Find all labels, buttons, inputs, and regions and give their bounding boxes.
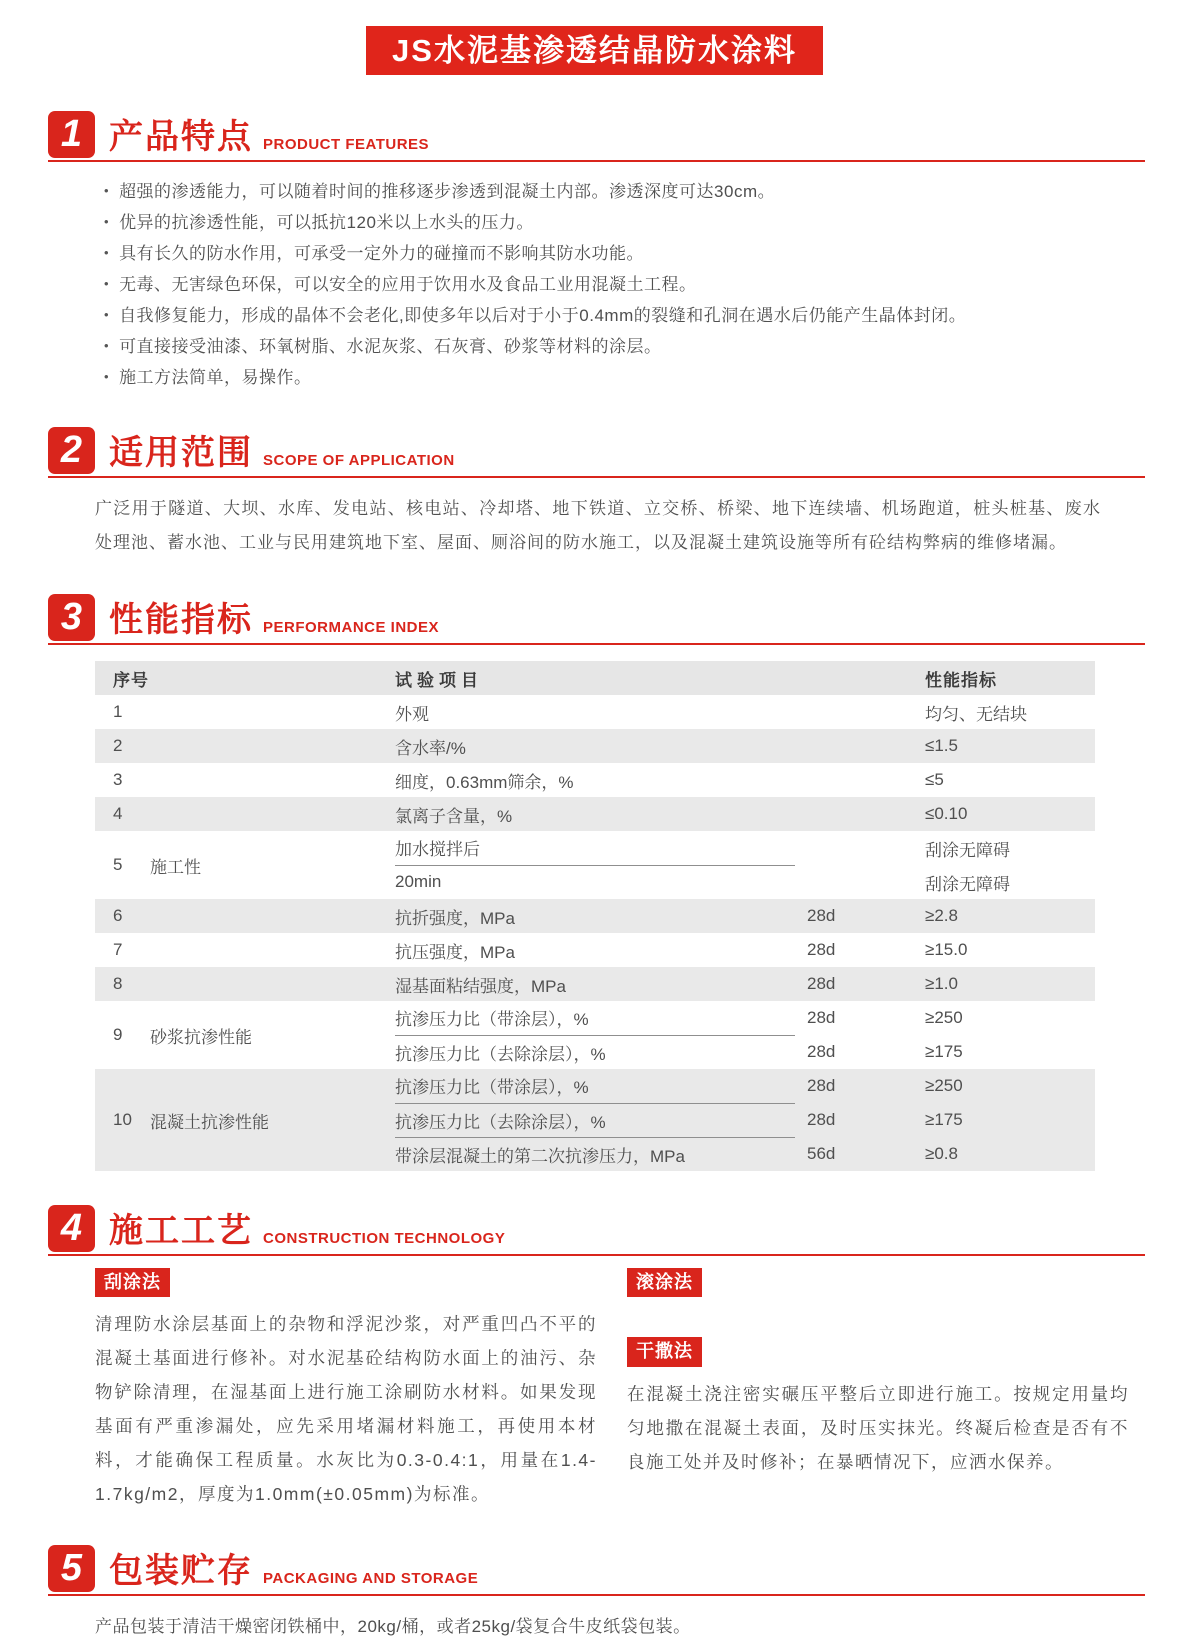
cell-index-value: ≥250 (915, 1069, 1095, 1103)
cell-index-value: ≥15.0 (925, 940, 968, 960)
table-row (95, 831, 1095, 865)
cell-category (150, 933, 395, 967)
cell-curing-age: 28d (795, 967, 915, 1001)
cell-row-number: 4 (95, 797, 150, 831)
section-title: 施工工艺 (109, 1211, 253, 1250)
cell-row-number: 7 (113, 940, 123, 960)
table-row (95, 763, 1095, 797)
cell-test-item: 含水率/% (395, 729, 795, 763)
packaging-paragraph: 产品包装于清洁干燥密闭铁桶中，20kg/桶，或者25kg/袋复合牛皮纸袋包装。 (95, 1617, 691, 1637)
cell-row-number: 9 (113, 1025, 123, 1045)
table-header-row (95, 661, 1095, 695)
cell-index-value: ≥2.8 (915, 899, 1095, 933)
cell-index-value: ≤1.5 (915, 729, 1095, 763)
cell-curing-age: 28d (795, 1069, 915, 1103)
cell-curing-age: 28d (795, 899, 915, 933)
table-row (95, 967, 1095, 1001)
section-subtitle: PRODUCT FEATURES (263, 136, 430, 154)
cell-curing-age: 28d (795, 1103, 915, 1137)
cell-index-value: ≥0.8 (915, 1137, 1095, 1171)
cell-category (150, 695, 395, 729)
section-subtitle: PERFORMANCE INDEX (263, 619, 440, 637)
cell-category (150, 967, 395, 1001)
section-subtitle: PACKAGING AND STORAGE (263, 1570, 479, 1588)
feature-item: • 优异的抗渗透性能，可以抵抗120米以上水头的压力。 (104, 207, 1129, 238)
cell-test-item: 抗压强度，MPa (395, 942, 515, 962)
cell-test-item: 抗渗压力比（带涂层），% (395, 1001, 795, 1035)
section-title: 性能指标 (109, 600, 253, 639)
cell-index-value: ≥1.0 (915, 967, 1095, 1001)
cell-index-value: ≥175 (925, 1042, 963, 1062)
page-title: JS水泥基渗透结晶防水涂料 (366, 26, 823, 75)
table-row (95, 933, 1095, 967)
feature-item: • 超强的渗透能力，可以随着时间的推移逐步渗透到混凝土内部。渗透深度可达30cm。 (104, 176, 1129, 207)
section-title: 包装贮存 (109, 1551, 253, 1590)
column-header-index: 性能指标 (915, 661, 1095, 695)
cell-test-item: 细度，0.63mm筛余，% (395, 772, 574, 792)
feature-item: • 可直接接受油漆、环氧树脂、水泥灰浆、石灰膏、砂浆等材料的涂层。 (104, 331, 1129, 362)
table-row (95, 899, 1095, 933)
column-header-item: 试验项目 (395, 661, 915, 695)
scope-paragraph: 广泛用于隧道、大坝、水库、发电站、核电站、冷却塔、地下铁道、立交桥、桥梁、地下连续墙、机场跑道，桩头桩基、废水处理池、蓄水池、工业与民用建筑地下室、屋面、厕浴间的防水施工，以及混凝土建筑设施等所有砼结构弊病的维修堵漏。 (95, 499, 1101, 553)
feature-item: • 无毒、无害绿色环保，可以安全的应用于饮用水及食品工业用混凝土工程。 (104, 269, 1129, 300)
feature-item: • 施工方法简单，易操作。 (104, 362, 1129, 393)
feature-list (104, 176, 1129, 393)
section-header-packaging (48, 1545, 1145, 1596)
cell-curing-age (795, 729, 915, 763)
section-header-performance (48, 594, 1145, 645)
construction-methods (95, 1268, 1129, 1511)
cell-index-value: ≥175 (915, 1103, 1095, 1137)
section-number: 3 (48, 594, 95, 641)
cell-index-value: 均匀、无结块 (925, 704, 1027, 724)
cell-row-number: 3 (113, 770, 123, 790)
section-number: 1 (48, 111, 95, 158)
table-row (95, 1069, 1095, 1103)
cell-test-item: 20min (395, 872, 442, 892)
cell-curing-age: 56d (795, 1137, 915, 1171)
method-text-dry-sprinkle: 在混凝土浇注密实碾压平整后立即进行施工。按规定用量均匀地撒在混凝土表面，及时压实抹光。终凝后检查是否有不良施工处并及时修补；在暴晒情况下，应洒水保养。 (627, 1383, 1129, 1472)
cell-category: 砂浆抗渗性能 (150, 1027, 252, 1047)
method-column-right (627, 1268, 1129, 1511)
cell-index-value: ≥250 (925, 1008, 963, 1028)
table-row (95, 1001, 1095, 1035)
cell-curing-age: 28d (807, 940, 836, 960)
cell-test-item: 抗折强度，MPa (395, 899, 795, 933)
cell-row-number: 8 (95, 967, 150, 1001)
cell-category (150, 763, 395, 797)
cell-curing-age: 28d (807, 1042, 836, 1062)
cell-curing-age (795, 695, 915, 729)
section-subtitle: CONSTRUCTION TECHNOLOGY (263, 1230, 506, 1248)
section-subtitle: SCOPE OF APPLICATION (263, 452, 455, 470)
table-row (95, 797, 1095, 831)
cell-test-item: 抗渗压力比（去除涂层），% (395, 1044, 606, 1064)
method-badge-roll: 滚涂法 (627, 1268, 702, 1297)
method-gap (627, 1297, 1129, 1337)
cell-row-number: 2 (95, 729, 150, 763)
section-number: 5 (48, 1545, 95, 1592)
performance-table (95, 661, 1095, 1171)
method-text-scrape: 清理防水涂层基面上的杂物和浮泥沙浆，对严重凹凸不平的混凝土基面进行修补。对水泥基砼结构防水面上的油污、杂物铲除清理，在湿基面上进行施工涂刷防水材料。如果发现基面有严重渗漏处，应先采用堵漏材料施工，再使用本材料，才能确保工程质量。水灰比为0.3-0.4:1，用量在1.4-1.7kg/m2，厚度为1.0mm(±0.05mm)为标准。 (95, 1314, 597, 1505)
section-header-product-features (48, 111, 1145, 162)
feature-item: • 具有长久的防水作用，可承受一定外力的碰撞而不影响其防水功能。 (104, 238, 1129, 269)
section-title: 产品特点 (109, 117, 253, 156)
cell-category: 混凝土抗渗性能 (150, 1069, 395, 1171)
table-row (95, 729, 1095, 763)
performance-table-body (95, 695, 1095, 1171)
cell-category (150, 729, 395, 763)
cell-curing-age (795, 797, 915, 831)
section-header-construction (48, 1205, 1145, 1256)
cell-index-value: ≤5 (925, 770, 944, 790)
cell-index-value: 刮涂无障碍 (925, 840, 1010, 860)
cell-test-item: 氯离子含量，% (395, 797, 795, 831)
cell-test-item: 加水搅拌后 (395, 831, 795, 865)
method-badge-dry-sprinkle: 干撒法 (627, 1337, 702, 1366)
method-badge-scrape: 刮涂法 (95, 1268, 170, 1297)
cell-category: 施工性 (150, 857, 201, 877)
cell-test-item: 抗渗压力比（带涂层），% (395, 1069, 795, 1103)
method-column-left (95, 1268, 597, 1511)
section-number: 2 (48, 427, 95, 474)
cell-curing-age (795, 865, 915, 899)
product-datasheet-page (0, 26, 1189, 1637)
cell-row-number: 1 (113, 702, 123, 722)
section-title: 适用范围 (109, 433, 253, 472)
cell-test-item: 外观 (395, 704, 429, 724)
cell-curing-age (795, 763, 915, 797)
cell-curing-age (795, 831, 915, 865)
cell-row-number: 10 (95, 1069, 150, 1171)
table-row (95, 695, 1095, 729)
cell-test-item: 湿基面粘结强度，MPa (395, 967, 795, 1001)
cell-test-item: 抗渗压力比（去除涂层），% (395, 1103, 795, 1137)
cell-curing-age: 28d (807, 1008, 836, 1028)
column-header-no: 序号 (95, 661, 395, 695)
section-header-scope (48, 427, 1145, 478)
cell-category (150, 797, 395, 831)
feature-item: • 自我修复能力，形成的晶体不会老化,即使多年以后对于小于0.4mm的裂缝和孔洞在遇水后仍能产生晶体封闭。 (104, 300, 1129, 331)
section-number: 4 (48, 1205, 95, 1252)
cell-category (150, 899, 395, 933)
cell-test-item: 带涂层混凝土的第二次抗渗压力，MPa (395, 1137, 795, 1171)
cell-row-number: 6 (95, 899, 150, 933)
cell-index-value: 刮涂无障碍 (925, 874, 1010, 894)
cell-row-number: 5 (113, 855, 123, 875)
cell-index-value: ≤0.10 (915, 797, 1095, 831)
